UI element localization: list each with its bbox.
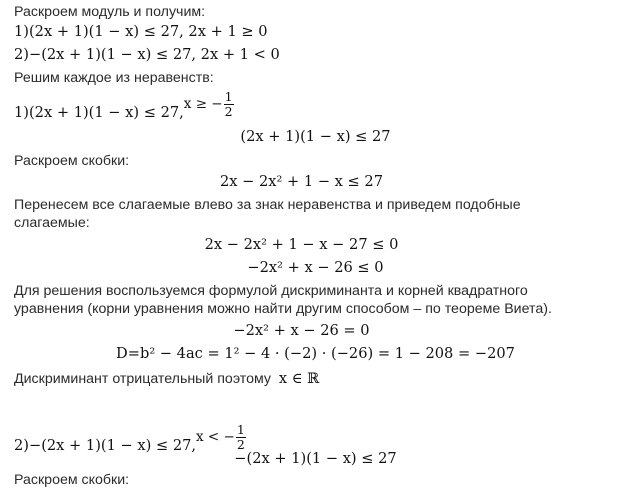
formula-text-line-1: Для решения воспользуемся формулой дискриминанта и корней квадратного — [14, 283, 528, 299]
fraction-numerator: 1 — [236, 422, 245, 437]
discriminant-equation: D=b² − 4ac = 1² − 4 · (−2) · (−26) = 1 − 208 = −207 — [116, 345, 515, 362]
equation-1: (2x + 1)(1 − x) ≤ 27 — [240, 128, 391, 145]
case-2-statement: 2)−(2x + 1)(1 − x) ≤ 27, 2x + 1 < 0 — [14, 46, 280, 63]
formula-text-line-2: уравнения (корни уравнения можно найти другим способом – по теореме Виета). — [14, 301, 552, 317]
discriminant-conclusion — [14, 370, 319, 388]
discriminant-conclusion-text: Дискриминант отрицательный поэтому — [14, 371, 271, 387]
case-1-heading-math: 1)(2x + 1)(1 − x) ≤ 27, — [14, 104, 184, 121]
case-1-statement: 1)(2x + 1)(1 − x) ≤ 27, 2x + 1 ≥ 0 — [14, 23, 268, 40]
case-2-condition-text: x < − — [196, 429, 235, 445]
case-1-heading — [14, 90, 234, 122]
case-2-heading-math: 2)−(2x + 1)(1 − x) ≤ 27, — [14, 437, 197, 454]
equation-2: 2x − 2x² + 1 − x ≤ 27 — [220, 173, 383, 190]
cutoff-text-line — [14, 471, 214, 488]
fraction-denominator: 2 — [224, 104, 233, 119]
open-brackets-text: Раскроем скобки: — [14, 153, 130, 169]
equation-7: −(2x + 1)(1 − x) ≤ 27 — [234, 450, 397, 467]
equation-4: −2x² + x − 26 ≤ 0 — [247, 259, 384, 276]
discriminant-conclusion-math: x ∈ ℝ — [278, 370, 320, 387]
move-terms-text-line-2: слагаемые: — [14, 215, 90, 231]
case-2-condition — [196, 423, 246, 452]
equation-3: 2x − 2x² + 1 − x − 27 ≤ 0 — [204, 236, 399, 253]
fraction-denominator: 2 — [236, 437, 245, 452]
fraction-numerator: 1 — [224, 89, 233, 104]
equation-5: −2x² + x − 26 = 0 — [233, 322, 370, 339]
case-1-condition — [184, 90, 234, 119]
solve-each-text: Решим каждое из неравенств: — [14, 70, 214, 86]
cutoff-text: Раскроем скобки: — [14, 472, 130, 488]
one-half-fraction — [224, 90, 234, 119]
one-half-fraction — [236, 423, 246, 452]
intro-text: Раскроем модуль и получим: — [14, 4, 206, 20]
case-1-condition-text: x ≥ − — [183, 96, 223, 112]
move-terms-text-line-1: Перенесем все слагаемые влево за знак неравенства и приведем подобные — [14, 197, 521, 213]
